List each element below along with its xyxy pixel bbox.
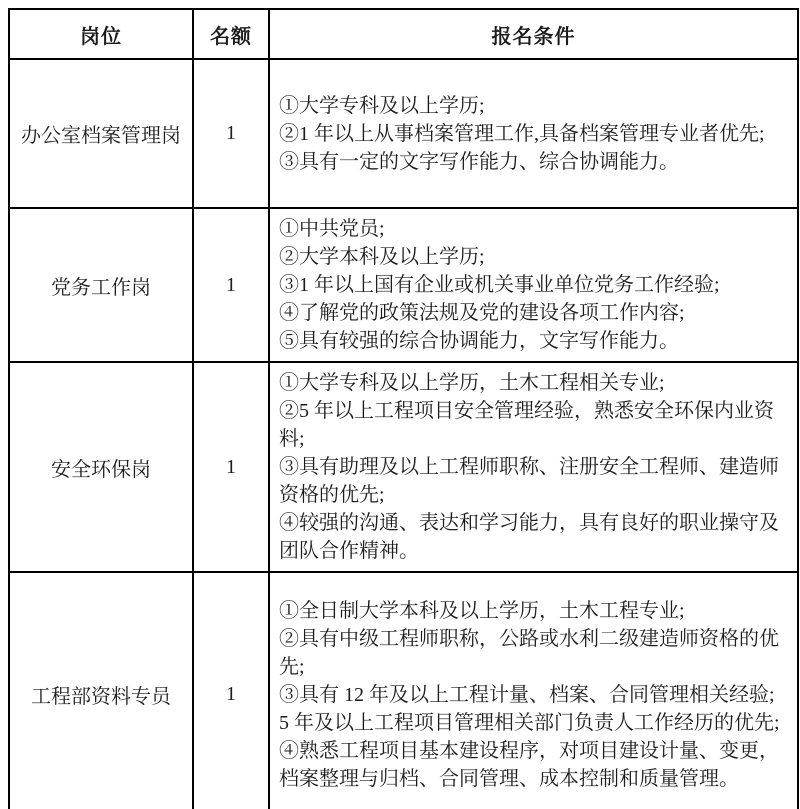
requirement-item: ⑤具有较强的综合协调能力，文字写作能力。 <box>279 330 679 352</box>
recruitment-table <box>8 8 799 809</box>
table-row <box>9 208 798 362</box>
requirement-item: ①大学专科及以上学历; <box>279 94 485 117</box>
position-cell: 党务工作岗 <box>9 208 193 362</box>
conditions-cell <box>269 362 798 572</box>
table-row <box>9 59 798 208</box>
requirement-item: ①中共党员; <box>279 218 385 240</box>
header-conditions: 报名条件 <box>269 9 798 59</box>
requirement-item: ①大学专科及以上学历，土木工程相关专业; <box>279 372 665 394</box>
table-row <box>9 572 798 809</box>
table-row <box>9 362 798 572</box>
position-cell: 工程部资料专员 <box>9 572 193 809</box>
header-position: 岗位 <box>9 9 193 59</box>
requirement-item: ①全日制大学本科及以上学历，土木工程专业; <box>279 599 685 622</box>
table-body <box>9 59 798 809</box>
quota-cell: 1 <box>193 362 269 572</box>
quota-cell: 1 <box>193 208 269 362</box>
requirement-item: ③具有一定的文字写作能力、综合协调能力。 <box>279 150 679 173</box>
position-cell: 办公室档案管理岗 <box>9 59 193 208</box>
conditions-cell <box>269 572 798 809</box>
requirement-item: ④了解党的政策法规及党的建设各项工作内容; <box>279 302 685 324</box>
requirement-item: ②5 年以上工程项目安全管理经验，熟悉安全环保内业资料; <box>279 400 774 450</box>
requirement-item: ③1 年以上国有企业或机关事业单位党务工作经验; <box>279 274 720 296</box>
conditions-cell <box>269 59 798 208</box>
requirement-item: ③具有 12 年及以上工程计量、档案、合同管理相关经验; 5 年及以上工程项目管理相关部门负责人工作经历的优先; <box>279 683 780 734</box>
quota-cell: 1 <box>193 59 269 208</box>
conditions-cell <box>269 208 798 362</box>
header-row <box>9 9 798 59</box>
quota-cell: 1 <box>193 572 269 809</box>
header-quota: 名额 <box>193 9 269 59</box>
requirement-item: ③具有助理及以上工程师职称、注册安全工程师、建造师资格的优先; <box>279 456 779 506</box>
requirement-item: ②大学本科及以上学历; <box>279 246 485 268</box>
requirement-item: ④较强的沟通、表达和学习能力，具有良好的职业操守及团队合作精神。 <box>279 512 779 562</box>
requirement-item: ④熟悉工程项目基本建设程序，对项目建设计量、变更，档案整理与归档、合同管理、成本控制和质量管理。 <box>279 739 779 790</box>
requirement-item: ②1 年以上从事档案管理工作,具备档案管理专业者优先; <box>279 122 765 145</box>
requirement-item: ②具有中级工程师职称，公路或水利二级建造师资格的优先; <box>279 627 779 678</box>
position-cell: 安全环保岗 <box>9 362 193 572</box>
